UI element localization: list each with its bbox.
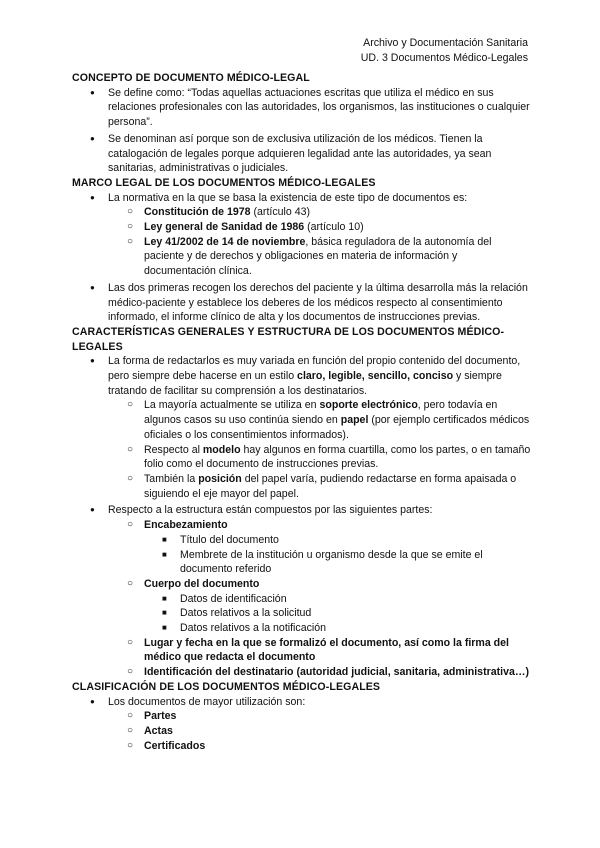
modelo-item: ○ Respecto al modelo hay algunos en forma cuartilla, como los partes, o en tamaño folio como el documento de instrucciones previas. [72,443,532,472]
section-title-caracteristicas: CARACTERÍSTICAS GENERALES Y ESTRUCTURA DE LOS DOCUMENTOS MÉDICO-LEGALES [72,325,505,353]
concepto-list [72,86,532,176]
doc-type-item: ○ Actas [72,724,532,739]
law-name: Ley 41/2002 de 14 de noviembre [144,235,306,248]
part-lugar-fecha: ○ Lugar y fecha en la que se formalizó el documento, así como la firma del médico que redacta el documento [72,636,532,665]
header-unit: UD. 3 Documentos Médico-Legales [360,51,528,64]
sub-item: ■ Datos relativos a la notificación [72,621,532,636]
law-name: Constitución de 1978 [144,206,251,219]
doc-type-item: ○ Certificados [72,739,532,754]
clasificacion-list [72,695,532,754]
part-cuerpo: ○ Cuerpo del documento [72,577,532,592]
part-encabezamiento: ○ Encabezamiento [72,518,532,533]
section-title-concepto: CONCEPTO DE DOCUMENTO MÉDICO-LEGAL [72,72,310,84]
sub-item: ■ Datos relativos a la solicitud [72,606,532,621]
sub-item: ■ Membrete de la institución u organismo desde la que se emite el documento referido [72,548,532,577]
doc-type-item: ○ Partes [72,709,532,724]
law-item: ○ Ley 41/2002 de 14 de noviembre, básica reguladora de la autonomía del paciente y de derechos y obligaciones en materia de información y documentación clínica. [72,235,532,279]
sub-item: ■ Datos de identificación [72,592,532,607]
concepto-definition: ● Se define como: “Todas aquellas actuaciones escritas que utiliza el médico en sus relaciones profesionales con las autoridades, los organismos, las instituciones o cualquier persona”. [72,86,532,130]
sub-item: ■ Título del documento [72,533,532,548]
soporte-item: ○ La mayoría actualmente se utiliza en soporte electrónico, pero todavía en algunos casos su uso continúa siendo en papel (por ejemplo certificados médicos oficiales o los consentimientos informados). [72,398,532,442]
law-item: ○ Constitución de 1978 (artículo 43) [72,205,532,220]
section-title-marco-legal: MARCO LEGAL DE LOS DOCUMENTOS MÉDICO-LEGALES [72,176,376,189]
document-body [72,71,532,753]
posicion-item: ○ También la posición del papel varía, pudiendo redactarse en forma apaisada o siguiendo el eje mayor del papel. [72,472,532,501]
law-item: ○ Ley general de Sanidad de 1986 (artículo 10) [72,220,532,235]
concepto-denominacion: ● Se denominan así porque son de exclusiva utilización de los médicos. Tienen la catalogación de legales porque adquieren legalidad ante las autoridades, ya sean sanitarias, administrativas o judiciales. [72,132,532,176]
caracteristicas-list [72,354,532,679]
redaccion-paragraph: ● La forma de redactarlos es muy variada en función del propio contenido del documento, pero siempre debe hacerse en un estilo claro, legible, sencillo, conciso y siempre tratando de facilitar su comprensión a los destinatarios. [72,354,532,398]
part-destinatario: ○ Identificación del destinatario (autoridad judicial, sanitaria, administrativa…) [72,665,532,680]
marco-legal-list [72,191,532,325]
estructura-intro: ● Respecto a la estructura están compuestos por las siguientes partes: [72,503,532,518]
header-subject: Archivo y Documentación Sanitaria [363,37,528,49]
clasificacion-intro: ● Los documentos de mayor utilización son: [72,695,532,710]
marco-legal-summary: ● Las dos primeras recogen los derechos del paciente y la última desarrolla más la relación médico-paciente y establece los deberes de los médicos respecto al consentimiento informado, el informe clínico de alta y los documentos de instrucciones previas. [72,281,532,325]
section-title-clasificacion: CLASIFICACIÓN DE LOS DOCUMENTOS MÉDICO-LEGALES [72,680,381,693]
marco-legal-intro: ● La normativa en la que se basa la existencia de este tipo de documentos es: [72,191,532,206]
law-name: Ley general de Sanidad de 1986 [144,221,305,234]
page-header [361,36,528,65]
